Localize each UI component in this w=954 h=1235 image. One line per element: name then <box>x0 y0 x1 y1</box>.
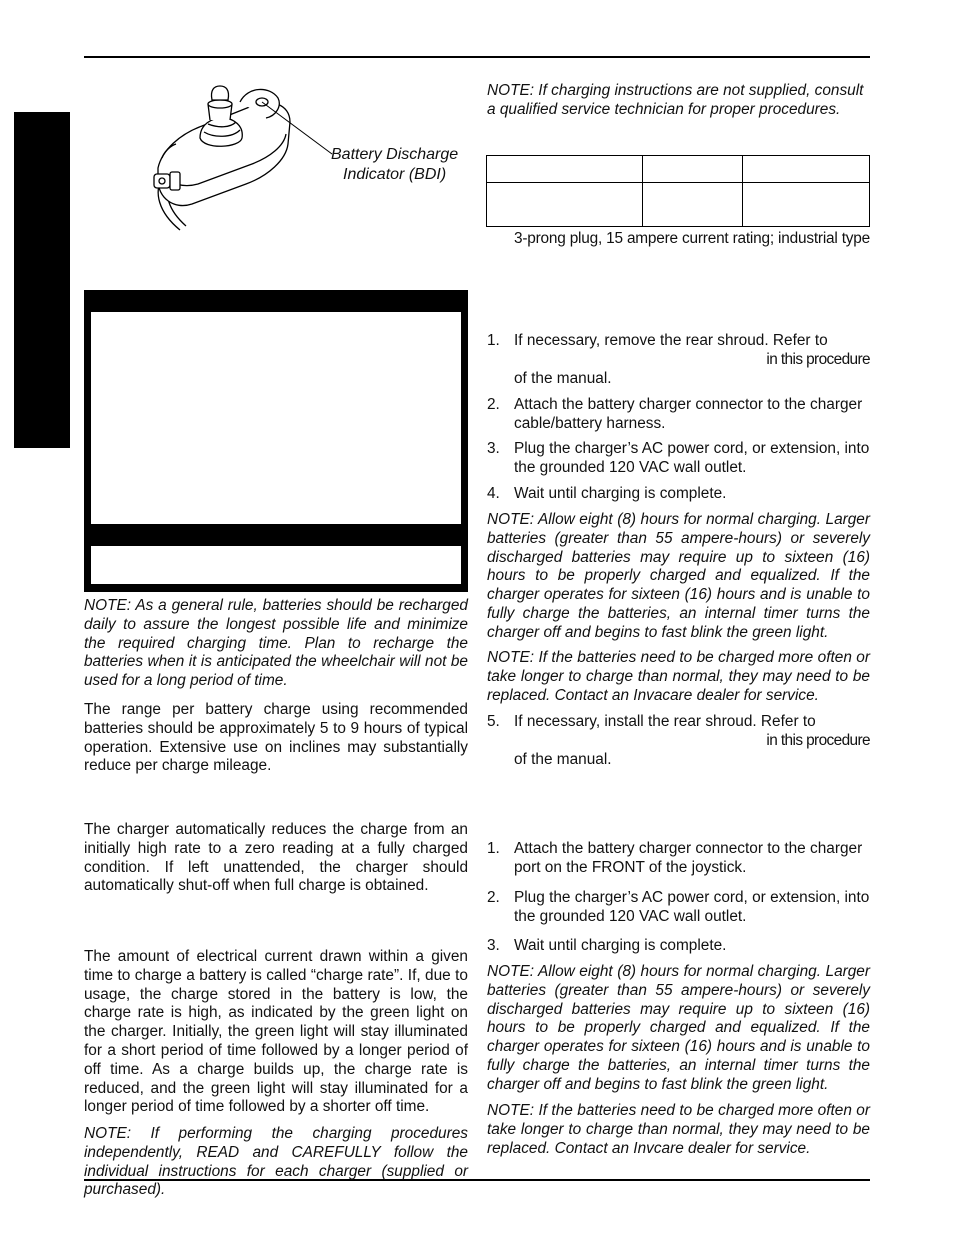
step-number: 2. <box>487 396 500 413</box>
table-cell <box>487 183 643 227</box>
rear-step-2 <box>487 395 870 435</box>
bdi-callout-line2: Indicator (BDI) <box>343 166 447 183</box>
rear-step-4 <box>487 484 870 504</box>
front-step-2 <box>487 888 870 928</box>
step-text: Wait until charging is complete. <box>514 937 727 954</box>
table-cell <box>643 183 743 227</box>
top-rule <box>84 56 870 58</box>
step-text: If necessary, install the rear shroud. Refer to <box>514 713 816 730</box>
warning-box-upper-panel <box>91 312 461 524</box>
front-charging-time-note: NOTE: Allow eight (8) hours for normal charging. Larger batteries (greater than 55 ampere-hours) or severely discharged batteries may require up to sixteen (16) hours to be properly charged and equalized. If the charger operates for sixteen (16) hours and is unable to fully charge the batteries, an internal timer turns the charger off and begins to fast blink the green light. <box>487 963 870 1093</box>
step-text-end: of the manual. <box>514 751 612 768</box>
step-text: Plug the charger’s AC power cord, or extension, into the grounded 120 VAC wall outlet. <box>514 440 870 476</box>
table-cell <box>743 183 870 227</box>
rear-step-1 <box>487 331 870 389</box>
step-text-ref: in this procedure <box>766 351 870 368</box>
plug-caption: 3-prong plug, 15 ampere current rating; industrial type <box>513 230 870 247</box>
step-text: Attach the battery charger connector to the charger cable/battery harness. <box>514 396 863 432</box>
charging-instructions-note: NOTE: If charging instructions are not supplied, consult a qualified service technician for proper procedures. <box>487 82 864 118</box>
section-side-tab <box>14 112 70 448</box>
table-cell <box>643 156 743 183</box>
range-paragraph: The range per battery charge using recommended batteries should be approximately 5 to 9 hours of typical operation. Extensive use on inclines may substantially reduce per charge mileage. <box>84 701 468 775</box>
step-text: Attach the battery charger connector to the charger port on the FRONT of the joystick. <box>514 840 863 876</box>
step-text-end: of the manual. <box>514 370 612 387</box>
table-cell <box>743 156 870 183</box>
rear-charging-time-note: NOTE: Allow eight (8) hours for normal charging. Larger batteries (greater than 55 ampere-hours) or severely discharged batteries may require up to sixteen (16) hours to be properly charged and equalized. If the charger operates for sixteen (16) hours and is unable to fully charge the batteries, an internal timer turns the charger off and begins to fast blink the green light. <box>487 511 870 641</box>
step-number: 2. <box>487 889 500 906</box>
bdi-callout-line1: Battery Discharge <box>331 146 459 163</box>
table-row <box>487 156 870 183</box>
warning-box <box>84 290 468 592</box>
table-cell <box>487 156 643 183</box>
step-text: Wait until charging is complete. <box>514 485 727 502</box>
charger-spec-table <box>486 155 870 227</box>
warning-box-lower-panel <box>91 546 461 584</box>
charge-rate-paragraph: The amount of electrical current drawn within a given time to charge a battery is called “charge rate”. If, due to usage, the charge stored in the battery is low, the charge rate is high, as indicated by the green light on the charger. Initially, the green light will stay illuminated for a short period of time followed by a longer period of off time. As a charge builds up, the charge rate is reduced, and the green light will stay illuminated for a longer period of time followed by a shorter off time. <box>84 948 468 1116</box>
step-text: Plug the charger’s AC power cord, or extension, into the grounded 120 VAC wall outlet. <box>514 889 870 925</box>
step-number: 3. <box>487 440 500 457</box>
auto-reduce-paragraph: The charger automatically reduces the charge from an initially high rate to a zero reading at a fully charged condition. If left unattended, the charger should automatically shut-off when full charge is obtained. <box>84 821 468 895</box>
table-row <box>487 183 870 227</box>
independent-charging-note: NOTE: If performing the charging procedures independently, READ and CAREFULLY follow the individual instructions for each charger (supplied or purchased). <box>84 1125 468 1199</box>
recharge-daily-note: NOTE: As a general rule, batteries should be recharged daily to assure the longest possible life and minimize the required charging time. Plan to recharge the batteries when it is anticipated the wheelchair will not be used for a long period of time. <box>84 597 468 690</box>
step-number: 1. <box>487 840 500 857</box>
step-number: 4. <box>487 485 500 502</box>
front-step-1 <box>487 839 870 879</box>
step-number: 1. <box>487 332 500 349</box>
rear-step-5 <box>487 712 870 770</box>
front-step-3 <box>487 936 870 956</box>
rear-replace-batteries-note: NOTE: If the batteries need to be charged more often or take longer to charge than normal, they may need to be replaced. Contact an Invacare dealer for service. <box>487 649 870 704</box>
rear-step-3 <box>487 439 870 479</box>
step-text-ref: in this procedure <box>766 732 870 749</box>
front-replace-batteries-note: NOTE: If the batteries need to be charged more often or take longer to charge than normal, they may need to be replaced. Contact an Invcare dealer for service. <box>487 1102 870 1157</box>
step-number: 3. <box>487 937 500 954</box>
step-text: If necessary, remove the rear shroud. Refer to <box>514 332 828 349</box>
step-number: 5. <box>487 713 500 730</box>
